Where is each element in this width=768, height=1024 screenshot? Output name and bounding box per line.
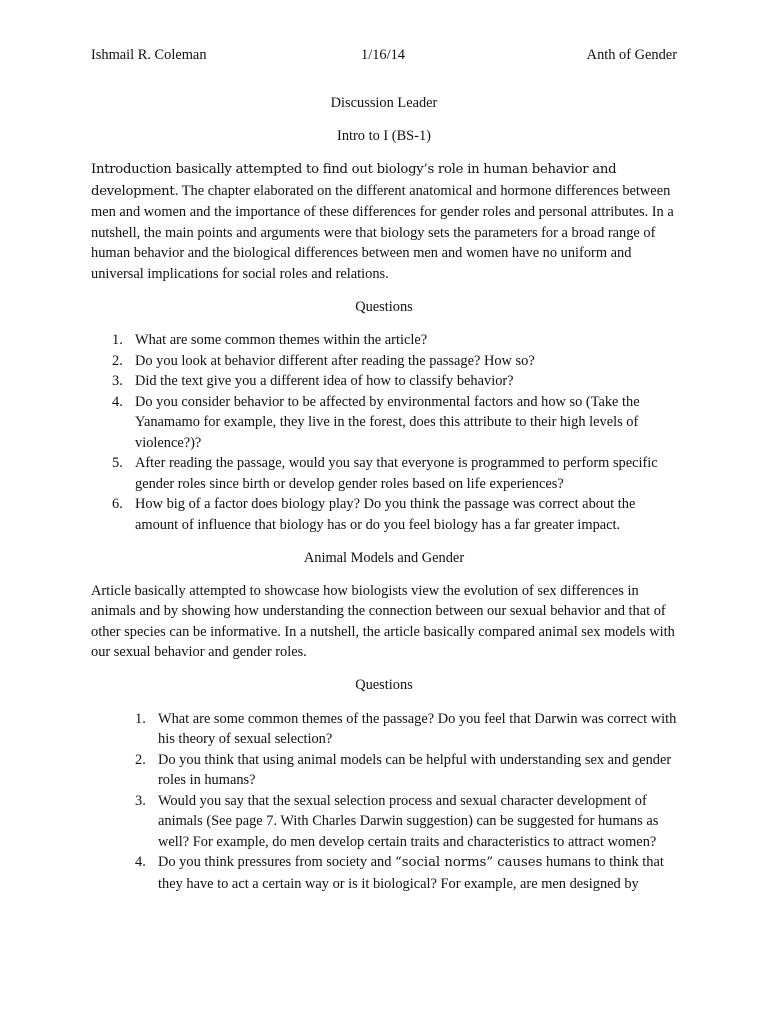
question-text: Do you look at behavior different after reading the passage? How so? — [135, 352, 535, 369]
intro-summary-first-sentence: Introduction basically attempted to find out biology’s role in human behavior and development. — [91, 162, 617, 199]
intro-summary-paragraph — [91, 159, 677, 284]
section-heading-intro: Intro to I (BS-1) — [337, 128, 431, 144]
question-text: What are some common themes within the article? — [135, 332, 428, 348]
list-item — [135, 791, 677, 853]
list-number: 2. — [112, 352, 123, 369]
question-text-before: Do you think pressures from society and — [158, 854, 396, 870]
intro-summary-rest: The chapter elaborated on the different anatomical and hormone differences between men and women and the importance of these differences for gender roles and personal attributes. In a nutshell, the main points and arguments were that biology sets the parameters for a broad range of human behavior and the biological differences between men and women have no uniform and universal implications for social roles and relations. — [91, 182, 674, 282]
course-name: Anth of Gender — [586, 47, 677, 63]
list-item — [112, 494, 677, 535]
list-number: 4. — [135, 854, 146, 870]
animal-models-summary-paragraph: Article basically attempted to showcase how biologists view the evolution of sex differences in animals and by showing how understanding the connection between our sexual behavior and that of other species can be informative. In a nutshell, the article basically compared animal sex models with our sexual behavior and gender roles. — [91, 582, 675, 660]
document-body — [91, 93, 677, 894]
question-text: Do you think that using animal models can be helpful with understanding sex and gender roles in humans? — [158, 751, 672, 788]
list-item — [112, 392, 677, 454]
section-heading-animal-models: Animal Models and Gender — [303, 549, 465, 566]
list-item — [112, 371, 677, 392]
list-number: 4. — [112, 393, 123, 410]
document-date: 1/16/14 — [361, 47, 405, 63]
list-item — [112, 453, 677, 494]
question-text: Did the text give you a different idea of how to classify behavior? — [135, 373, 514, 389]
questions-list-1 — [91, 330, 677, 535]
list-number: 6. — [112, 496, 123, 512]
list-item — [135, 709, 677, 750]
author-name: Ishmail R. Coleman — [91, 47, 207, 63]
list-number: 3. — [112, 373, 123, 389]
question-text: Would you say that the sexual selection process and sexual character development of animals (See page 7. With Charles Darwin suggestion) can be suggested for humans as well? For example, do men develop certain traits and characteristics to attract women? — [158, 792, 659, 850]
list-item — [112, 351, 677, 372]
question-text: How big of a factor does biology play? Do you think the passage was correct about the amount of influence that biology has or do you feel biology has a far greater impact. — [135, 496, 636, 533]
list-item — [112, 330, 677, 351]
question-text: After reading the passage, would you say that everyone is programmed to perform specific gender roles since birth or develop gender roles based on life experiences? — [135, 455, 658, 492]
list-number: 3. — [135, 792, 146, 809]
question-text: What are some common themes of the passage? Do you feel that Darwin was correct with his theory of sexual selection? — [158, 710, 677, 747]
list-number: 5. — [112, 455, 123, 471]
questions-list-2 — [91, 709, 677, 895]
questions-heading-2: Questions — [355, 677, 413, 693]
document-title: Discussion Leader — [330, 95, 438, 111]
page-header — [91, 47, 677, 67]
list-number: 1. — [112, 332, 123, 348]
question-text-after: humans to think that they have to act a certain way or is it biological? For example, are men designed by — [158, 854, 664, 892]
list-number: 2. — [135, 751, 146, 768]
question-text-quoted: “social norms” causes — [395, 855, 543, 870]
list-item — [135, 852, 677, 894]
question-text: Do you consider behavior to be affected by environmental factors and how so (Take the Yanamamo for example, they live in the forest, does this attribute to their high levels of violence?)? — [135, 393, 640, 451]
list-number: 1. — [135, 710, 146, 727]
list-item — [135, 750, 677, 791]
questions-heading-1: Questions — [355, 298, 413, 315]
